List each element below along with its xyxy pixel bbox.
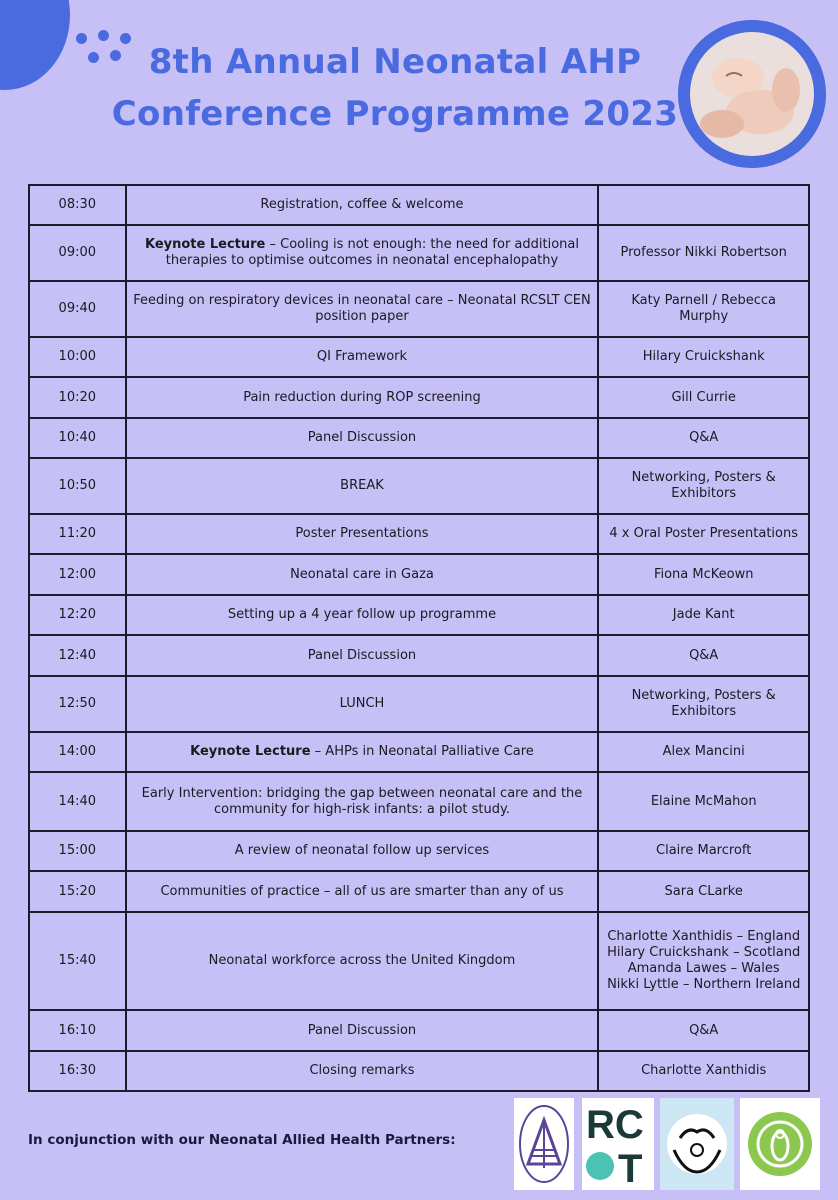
session-title: Panel Discussion: [307, 647, 417, 663]
speaker-name: Sara CLarke: [664, 883, 743, 899]
session-title: – Cooling is not enough: the need for additional therapies to optimise outcomes in neonatal encephalopathy: [165, 237, 579, 268]
session-title: Neonatal care in Gaza: [290, 566, 434, 582]
session-cell: [126, 871, 599, 912]
session-cell: [126, 281, 599, 337]
time-cell: 09:40: [29, 281, 126, 337]
speaker-name: Q&A: [689, 430, 719, 445]
speaker-cell: [598, 377, 809, 418]
speaker-name: Gill Currie: [671, 389, 736, 405]
speaker-cell: [598, 185, 809, 225]
time-cell: 15:00: [29, 831, 126, 871]
table-row: [29, 337, 809, 377]
speaker-name: Exhibitors: [671, 704, 737, 719]
time-cell: 12:50: [29, 676, 126, 732]
session-cell: [126, 772, 599, 831]
keynote-label: Keynote Lecture: [144, 237, 266, 252]
speaker-cell: [598, 281, 809, 337]
session-title: Setting up a 4 year follow up programme: [227, 607, 497, 622]
speaker-cell: [598, 772, 809, 831]
speaker-cell: [598, 418, 809, 458]
session-title: Poster Presentations: [295, 526, 429, 541]
table-row: [29, 912, 809, 1010]
time-cell: 11:20: [29, 514, 126, 554]
session-cell: [126, 377, 599, 418]
title-line-2: Conference Programme 2023: [111, 94, 679, 134]
speaker-cell: [598, 871, 809, 912]
table-row: [29, 225, 809, 281]
table-row: [29, 514, 809, 554]
speaker-cell: [598, 458, 809, 514]
session-title: LUNCH: [339, 696, 385, 711]
time-cell: 12:00: [29, 554, 126, 595]
speaker-name: Hilary Cruickshank: [642, 349, 765, 364]
speaker-name: Charlotte Xanthidis: [641, 1063, 767, 1078]
baby-photo-icon: [678, 20, 826, 168]
table-row: [29, 377, 809, 418]
speaker-name: Claire Marcroft: [656, 843, 752, 858]
table-row: [29, 1010, 809, 1051]
time-cell: 14:00: [29, 732, 126, 772]
session-title: QI Framework: [316, 349, 408, 364]
speaker-name: Hilary Cruickshank – Scotland: [607, 945, 801, 960]
baby-circle-logo: [740, 1098, 820, 1190]
session-cell: [126, 458, 599, 514]
session-cell: [126, 554, 599, 595]
session-cell: [126, 418, 599, 458]
speaker-name: Networking, Posters &: [631, 688, 776, 703]
speaker-cell: [598, 635, 809, 676]
speaker-name: Jade Kant: [672, 607, 735, 622]
table-row: [29, 871, 809, 912]
speaker-name: Alex Mancini: [662, 744, 745, 759]
session-title: Early Intervention: bridging the gap between neonatal care and the community for high-risk infants: a pilot study.: [141, 785, 583, 817]
session-cell: [126, 185, 599, 225]
session-cell: [126, 337, 599, 377]
speaker-name: Katy Parnell / Rebecca Murphy: [631, 293, 776, 324]
session-title: Panel Discussion: [307, 1022, 417, 1038]
speaker-name: Professor Nikki Robertson: [620, 245, 787, 260]
rcot-logo: [582, 1098, 654, 1190]
page-title: [110, 36, 680, 140]
csp-crest-logo: [514, 1098, 574, 1190]
speaker-cell: [598, 225, 809, 281]
table-row: [29, 554, 809, 595]
session-cell: [126, 1051, 599, 1091]
speaker-name: Exhibitors: [671, 486, 737, 501]
session-title: – AHPs in Neonatal Palliative Care: [310, 744, 534, 759]
time-cell: 10:50: [29, 458, 126, 514]
speaker-cell: [598, 337, 809, 377]
speaker-cell: [598, 1051, 809, 1091]
session-cell: [126, 595, 599, 635]
table-row: [29, 1051, 809, 1091]
neonatal-cen-hands-logo: [660, 1098, 734, 1190]
session-cell: [126, 1010, 599, 1051]
time-cell: 10:20: [29, 377, 126, 418]
session-title: Registration, coffee & welcome: [260, 197, 464, 212]
keynote-label: Keynote Lecture: [190, 744, 311, 759]
session-title: BREAK: [340, 478, 384, 493]
time-cell: 14:40: [29, 772, 126, 831]
session-title: Closing remarks: [309, 1063, 415, 1078]
session-title: Neonatal workforce across the United Kingdom: [208, 953, 516, 968]
session-title: Feeding on respiratory devices in neonatal care – Neonatal RCSLT CEN position paper: [133, 293, 591, 324]
corner-decoration: [0, 0, 70, 90]
time-cell: 12:20: [29, 595, 126, 635]
time-cell: 15:40: [29, 912, 126, 1010]
session-cell: [126, 831, 599, 871]
session-title: A review of neonatal follow up services: [234, 843, 490, 858]
speaker-name: Amanda Lawes – Wales: [627, 961, 780, 976]
speaker-name: Nikki Lyttle – Northern Ireland: [607, 977, 801, 992]
table-row: [29, 281, 809, 337]
table-row: [29, 831, 809, 871]
session-title: Panel Discussion: [307, 430, 417, 445]
session-title: Communities of practice – all of us are smarter than any of us: [160, 883, 564, 899]
speaker-cell: [598, 554, 809, 595]
table-row: [29, 418, 809, 458]
svg-text:T: T: [618, 1147, 643, 1190]
speaker-cell: [598, 912, 809, 1010]
session-cell: [126, 514, 599, 554]
time-cell: 12:40: [29, 635, 126, 676]
speaker-name: Networking, Posters &: [631, 470, 776, 485]
time-cell: 09:00: [29, 225, 126, 281]
speaker-name: Elaine McMahon: [650, 793, 757, 809]
speaker-cell: [598, 1010, 809, 1051]
table-row: [29, 595, 809, 635]
table-row: [29, 676, 809, 732]
table-row: [29, 732, 809, 772]
title-line-1: 8th Annual Neonatal AHP: [148, 42, 642, 82]
session-title: Pain reduction during ROP screening: [243, 389, 481, 405]
svg-text:RC: RC: [586, 1103, 644, 1147]
speaker-name: Fiona McKeown: [653, 566, 754, 582]
table-row: [29, 458, 809, 514]
session-cell: [126, 225, 599, 281]
partners-caption: In conjunction with our Neonatal Allied Health Partners:: [28, 1132, 456, 1148]
time-cell: 16:10: [29, 1010, 126, 1051]
speaker-cell: [598, 676, 809, 732]
programme-table: [28, 184, 810, 1092]
time-cell: 10:40: [29, 418, 126, 458]
table-row: [29, 772, 809, 831]
time-cell: 10:00: [29, 337, 126, 377]
speaker-name: Q&A: [689, 1022, 719, 1038]
time-cell: 08:30: [29, 185, 126, 225]
speaker-name: Q&A: [689, 647, 719, 663]
session-cell: [126, 676, 599, 732]
speaker-cell: [598, 831, 809, 871]
session-cell: [126, 912, 599, 1010]
speaker-cell: [598, 514, 809, 554]
session-cell: [126, 732, 599, 772]
speaker-cell: [598, 595, 809, 635]
session-cell: [126, 635, 599, 676]
time-cell: 16:30: [29, 1051, 126, 1091]
speaker-cell: [598, 732, 809, 772]
table-row: [29, 635, 809, 676]
time-cell: 15:20: [29, 871, 126, 912]
speaker-name: 4 x Oral Poster Presentations: [609, 526, 798, 541]
speaker-name: Charlotte Xanthidis – England: [607, 929, 801, 944]
table-row: [29, 185, 809, 225]
